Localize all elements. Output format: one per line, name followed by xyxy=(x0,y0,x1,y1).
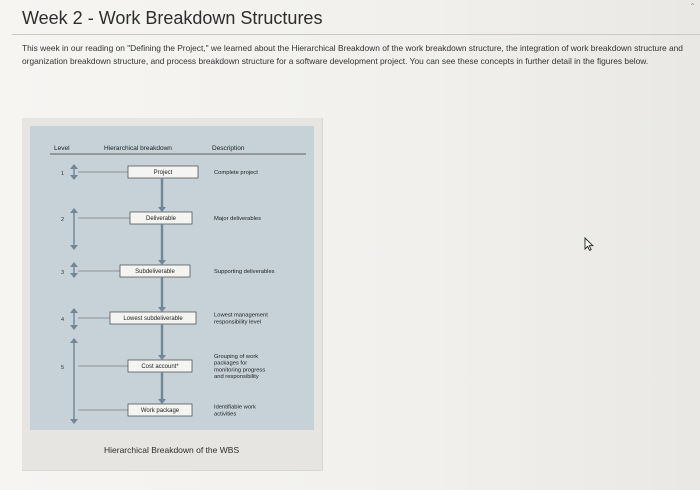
breakdown-label-1: Project xyxy=(153,170,173,177)
breakdown-label-6: Work package xyxy=(140,408,180,415)
description-5-1: Grouping of work xyxy=(214,354,259,361)
row-level-4: 4 xyxy=(60,317,64,323)
row-level-1: 1 xyxy=(60,171,64,177)
page-title: Week 2 - Work Breakdown Structures xyxy=(22,8,323,28)
breakdown-label-2: Deliverable xyxy=(145,216,177,223)
figure-caption: Hierarchical Breakdown of the WBS xyxy=(104,445,240,455)
description-5-3: monitoring progress xyxy=(214,367,266,374)
description-6-2: activities xyxy=(214,411,237,418)
description-3-1: Supporting deliverables xyxy=(214,269,275,275)
level-1-arrow-down xyxy=(70,175,78,180)
connector-arrowhead-5 xyxy=(158,399,166,404)
corner-glyph-icon: ⌃ xyxy=(689,2,696,11)
level-4-arrow-down xyxy=(70,325,78,330)
breakdown-label-3: Subdeliverable xyxy=(135,269,175,276)
connector-arrowhead-3 xyxy=(158,307,166,312)
level-5-arrow-up xyxy=(70,338,78,343)
row-level-2: 2 xyxy=(60,217,64,223)
level-1-arrow-up xyxy=(70,164,78,169)
intro-paragraph: This week in our reading on "Defining the Project," we learned about the Hierarchical Breakdown of the work breakdown structure, the integration of work breakdown structure and organization breakdown structure, and process breakdown structure for a software development project. You can see these concepts in further detail in the figures below. xyxy=(22,43,683,66)
connector-arrowhead-1 xyxy=(158,207,166,212)
description-1-1: Complete project xyxy=(214,170,258,176)
description-5-4: and responsibility xyxy=(214,373,259,380)
header-description: Description xyxy=(212,145,245,152)
description-5-2: packages for xyxy=(214,360,248,367)
level-3-arrow-up xyxy=(70,262,78,267)
header-breakdown: Hierarchical breakdown xyxy=(104,145,172,152)
description-2-1: Major deliverables xyxy=(214,216,262,222)
description-6-1: Identifiable work xyxy=(214,404,256,411)
level-2-arrow-down xyxy=(70,245,78,250)
level-3-arrow-down xyxy=(70,273,78,278)
wbs-diagram xyxy=(30,126,314,430)
description-4-2: responsibility level xyxy=(214,319,262,326)
header-level: Level xyxy=(54,145,70,152)
breakdown-label-5: Cost account* xyxy=(141,364,179,371)
breakdown-label-4: Lowest subdeliverable xyxy=(123,316,183,323)
connector-arrowhead-4 xyxy=(158,355,166,360)
description-4-1: Lowest management xyxy=(214,312,268,319)
row-level-5: 5 xyxy=(60,365,64,371)
connector-arrowhead-2 xyxy=(158,260,166,265)
row-level-3: 3 xyxy=(60,270,64,276)
title-divider xyxy=(12,34,700,35)
wbs-figure xyxy=(30,126,314,430)
mouse-pointer-icon xyxy=(584,237,594,256)
level-2-arrow-up xyxy=(70,208,78,213)
level-4-arrow-up xyxy=(70,308,78,313)
level-5-arrow-down xyxy=(70,419,78,424)
